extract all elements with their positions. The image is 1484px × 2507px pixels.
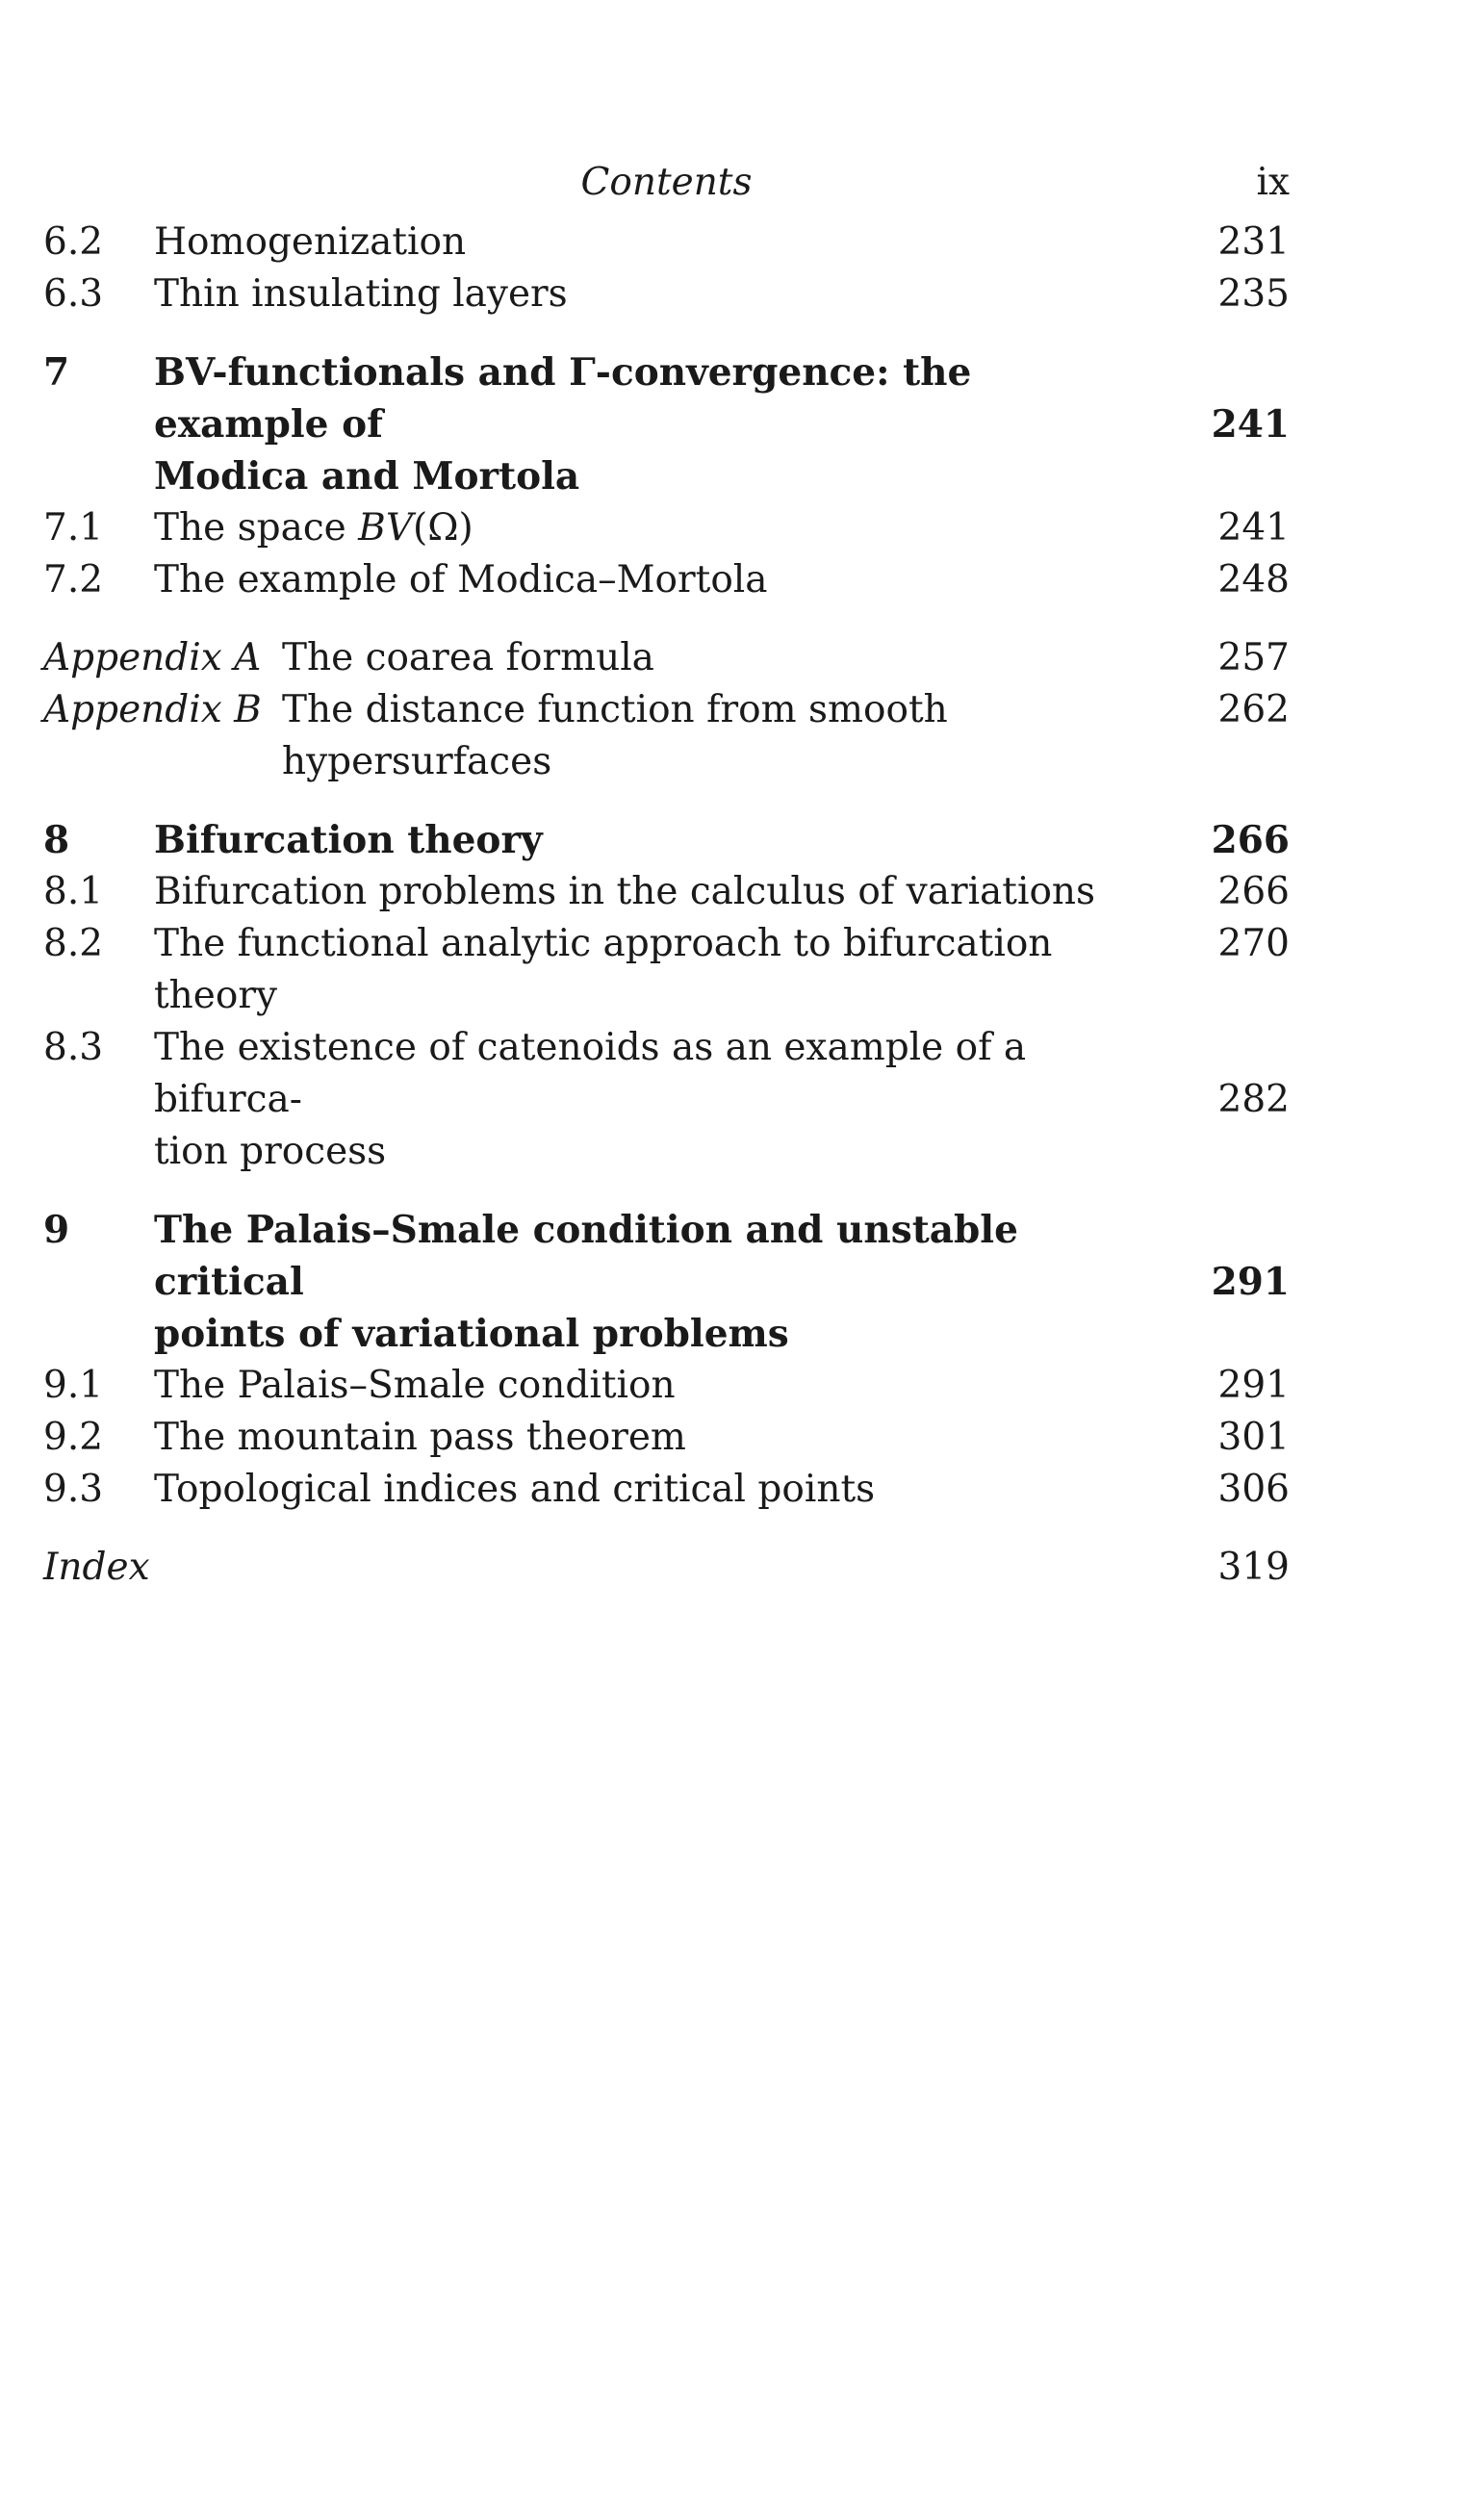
- chapter-page: [1193, 1204, 1290, 1308]
- entry-page: 231: [1217, 220, 1290, 264]
- chapter-title-line-1: The Palais–Smale condition and unstable critical: [154, 1208, 1018, 1304]
- entry-title: The Palais–Smale condition: [154, 1364, 676, 1407]
- chapter-page-value: 291: [1211, 1260, 1290, 1304]
- entry-page: 270: [1217, 922, 1290, 965]
- entry-page: [1193, 1022, 1290, 1126]
- entry-page: 235: [1217, 272, 1290, 316]
- appendix-page: 262: [1217, 688, 1290, 731]
- entry-number: 8.1: [43, 870, 104, 913]
- chapter-title: Bifurcation theory: [154, 818, 543, 862]
- toc-page: [43, 154, 1290, 1594]
- toc-entry-6-2[interactable]: [43, 217, 1290, 269]
- toc-entry-8-2[interactable]: [43, 918, 1290, 1022]
- appendix-label: Appendix B: [43, 688, 262, 731]
- entry-title: The functional analytic approach to bifurcation theory: [154, 922, 1053, 1017]
- running-head-title: Contents: [580, 161, 753, 204]
- chapter-page-value: 241: [1211, 402, 1290, 447]
- entry-number: 8.2: [43, 922, 104, 965]
- entry-title-prefix: The space: [154, 506, 359, 550]
- chapter-title: [154, 1204, 1193, 1360]
- appendix-title: The distance function from smooth hypersurfaces: [282, 688, 948, 783]
- entry-page: 306: [1217, 1468, 1290, 1511]
- toc-chapter-9[interactable]: [43, 1204, 1290, 1360]
- entry-page: 266: [1217, 870, 1290, 913]
- chapter-title: [154, 346, 1193, 502]
- appendix-page: 257: [1217, 636, 1290, 679]
- toc-chapter-8[interactable]: [43, 814, 1290, 866]
- entry-title: The example of Modica–Mortola: [154, 558, 768, 601]
- toc-entry-6-3[interactable]: [43, 269, 1290, 320]
- entry-number: 9.1: [43, 1364, 104, 1407]
- entry-number: 9.2: [43, 1416, 104, 1459]
- table-of-contents: [43, 217, 1290, 1594]
- running-head: [43, 154, 1290, 212]
- entry-page: 248: [1217, 558, 1290, 601]
- toc-entry-7-2[interactable]: [43, 554, 1290, 606]
- toc-appendix-a[interactable]: [43, 632, 1290, 684]
- toc-chapter-7[interactable]: [43, 346, 1290, 502]
- entry-page: 291: [1217, 1364, 1290, 1407]
- chapter-number: 7: [43, 350, 70, 395]
- entry-number: 7.2: [43, 558, 104, 601]
- appendix-title: The coarea formula: [282, 636, 654, 679]
- entry-title: [154, 1022, 1193, 1178]
- chapter-title-line-1: BV-functionals and Γ-convergence: the example of: [154, 350, 972, 447]
- entry-title: The mountain pass theorem: [154, 1416, 686, 1459]
- entry-page: 301: [1217, 1416, 1290, 1459]
- toc-entry-8-3[interactable]: [43, 1022, 1290, 1178]
- entry-title-line-2: tion process: [154, 1130, 387, 1173]
- index-page: 319: [1217, 1546, 1290, 1589]
- toc-appendix-b[interactable]: [43, 684, 1290, 788]
- chapter-number: 8: [43, 818, 70, 862]
- chapter-page: [1193, 346, 1290, 450]
- entry-number: 8.3: [43, 1026, 104, 1069]
- page-number: ix: [1256, 161, 1290, 204]
- entry-number: 6.2: [43, 220, 104, 264]
- entry-title: Thin insulating layers: [154, 272, 568, 316]
- chapter-title-line-2: points of variational problems: [154, 1312, 789, 1356]
- toc-entry-8-1[interactable]: [43, 866, 1290, 918]
- entry-number: 7.1: [43, 506, 104, 550]
- entry-title: Homogenization: [154, 220, 467, 264]
- chapter-number: 9: [43, 1208, 70, 1252]
- appendix-label: Appendix A: [43, 636, 262, 679]
- chapter-page: 266: [1211, 818, 1290, 862]
- toc-entry-7-1[interactable]: [43, 502, 1290, 554]
- entry-title: [154, 502, 1193, 554]
- entry-title-line-1: The existence of catenoids as an example of a bifurca-: [154, 1026, 1027, 1121]
- index-label: Index: [43, 1546, 150, 1589]
- entry-title: Topological indices and critical points: [154, 1468, 876, 1511]
- math-bv: BV: [358, 506, 413, 550]
- entry-page: 241: [1217, 506, 1290, 550]
- toc-entry-9-2[interactable]: [43, 1412, 1290, 1464]
- toc-index[interactable]: [43, 1542, 1290, 1594]
- entry-page-value: 282: [1217, 1078, 1290, 1121]
- math-omega: (Ω): [413, 506, 473, 550]
- entry-number: 9.3: [43, 1468, 104, 1511]
- entry-title: Bifurcation problems in the calculus of variations: [154, 870, 1096, 913]
- entry-number: 6.3: [43, 272, 104, 316]
- toc-entry-9-1[interactable]: [43, 1360, 1290, 1412]
- toc-entry-9-3[interactable]: [43, 1464, 1290, 1516]
- chapter-title-line-2: Modica and Mortola: [154, 454, 580, 499]
